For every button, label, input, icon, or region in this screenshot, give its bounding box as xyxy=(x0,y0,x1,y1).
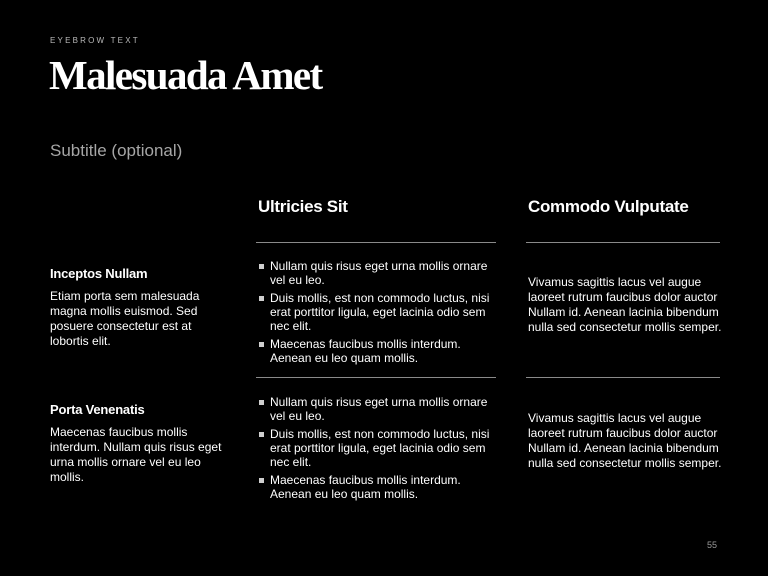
bullet-square-icon xyxy=(259,296,264,301)
list-item xyxy=(258,259,494,287)
divider-line xyxy=(526,242,720,243)
bullet-square-icon xyxy=(259,432,264,437)
column-header-commodo-vulputate: Commodo Vulputate xyxy=(528,197,689,216)
cell-paragraph: Vivamus sagittis lacus vel augue laoreet rutrum faucibus dolor auctor Nullam id. Aenean lacinia bibendum nulla sed consectetur mollis semper. xyxy=(528,411,722,470)
slide-title: Malesuada Amet xyxy=(49,52,322,98)
bullet-square-icon xyxy=(259,400,264,405)
list-item xyxy=(258,427,494,469)
divider-line xyxy=(256,377,496,378)
row-title: Porta Venenatis xyxy=(50,402,145,417)
bullet-square-icon xyxy=(259,264,264,269)
bullet-text: Maecenas faucibus mollis interdum. Aenean eu leo quam mollis. xyxy=(270,337,461,365)
list-item xyxy=(258,473,494,501)
divider-line xyxy=(256,242,496,243)
column-header-ultricies-sit: Ultricies Sit xyxy=(258,197,348,216)
bullet-text: Nullam quis risus eget urna mollis ornare vel eu leo. xyxy=(270,259,488,287)
slide-subtitle: Subtitle (optional) xyxy=(50,141,183,160)
list-item xyxy=(258,395,494,423)
bullet-text: Maecenas faucibus mollis interdum. Aenean eu leo quam mollis. xyxy=(270,473,461,501)
bullet-square-icon xyxy=(259,342,264,347)
bullet-text: Duis mollis, est non commodo luctus, nisi erat porttitor ligula, eget lacinia odio sem nec elit. xyxy=(270,291,490,333)
cell-paragraph: Vivamus sagittis lacus vel augue laoreet rutrum faucibus dolor auctor Nullam id. Aenean lacinia bibendum nulla sed consectetur mollis semper. xyxy=(528,275,722,334)
row-description: Maecenas faucibus mollis interdum. Nullam quis risus eget urna mollis ornare vel eu leo mollis. xyxy=(50,425,222,484)
row-title: Inceptos Nullam xyxy=(50,266,148,281)
list-item xyxy=(258,291,494,333)
bullet-list xyxy=(258,395,494,505)
bullet-text: Nullam quis risus eget urna mollis ornare vel eu leo. xyxy=(270,395,488,423)
bullet-text: Duis mollis, est non commodo luctus, nisi erat porttitor ligula, eget lacinia odio sem nec elit. xyxy=(270,427,490,469)
row-header-inceptos-nullam xyxy=(50,266,230,349)
row-header-porta-venenatis xyxy=(50,402,230,485)
row-description: Etiam porta sem malesuada magna mollis euismod. Sed posuere consectetur est at lobortis elit. xyxy=(50,289,200,348)
page-number: 55 xyxy=(707,540,718,550)
list-item xyxy=(258,337,494,365)
bullet-square-icon xyxy=(259,478,264,483)
eyebrow-text: EYEBROW TEXT xyxy=(50,36,140,45)
bullet-list xyxy=(258,259,494,369)
divider-line xyxy=(526,377,720,378)
